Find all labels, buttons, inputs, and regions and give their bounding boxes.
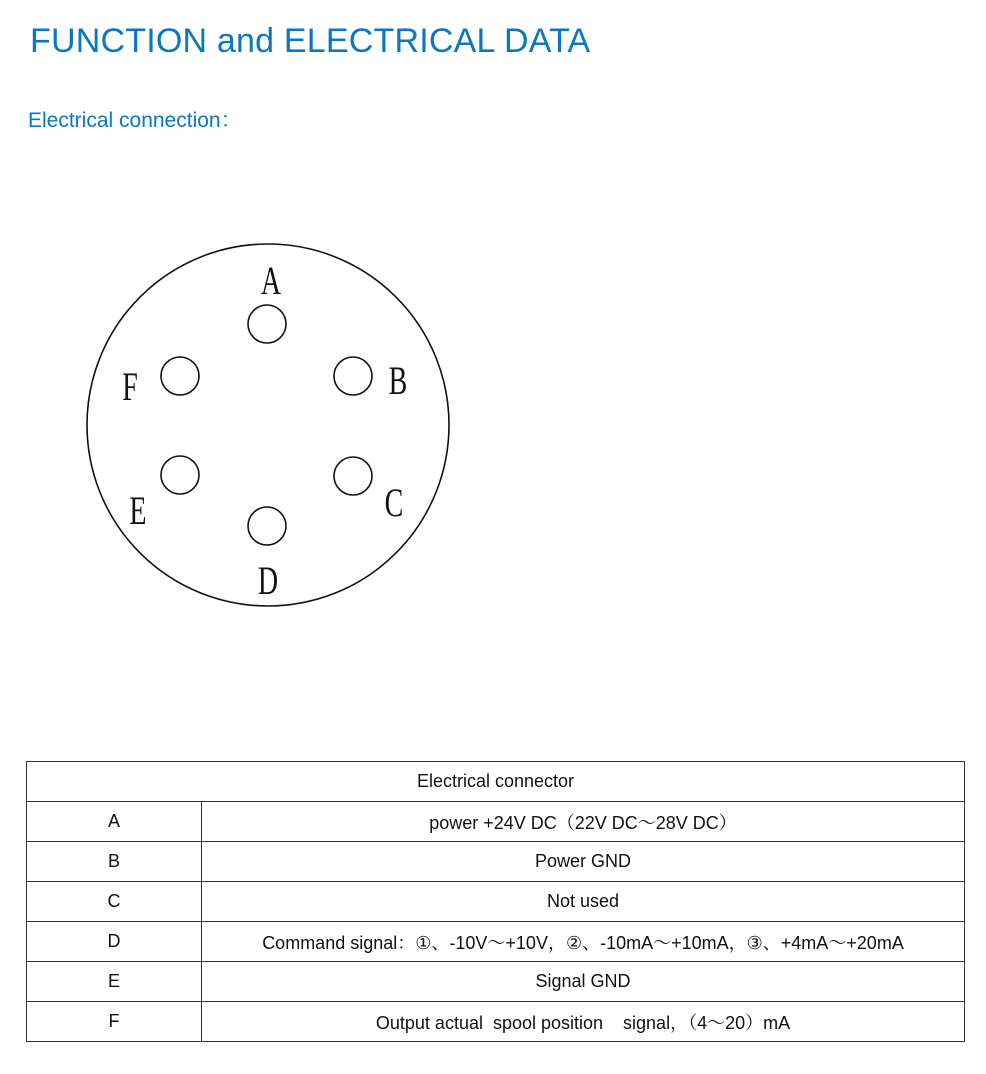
description-cell: Power GND [202,842,965,882]
connector-pin-diagram [80,236,460,616]
pin-cell: F [27,1002,202,1042]
pin-c-socket [334,457,372,495]
section-heading: Electrical connection： [28,109,242,132]
description-cell: Signal GND [202,962,965,1002]
electrical-connector-table [26,761,965,1042]
pin-b-label: B [388,359,408,404]
pin-f-label: F [122,365,138,410]
description-cell: Not used [202,882,965,922]
pin-e-socket [161,456,199,494]
table-header-row [27,762,965,802]
pin-d-socket [248,507,286,545]
description-cell: power +24V DC（22V DC～28V DC） [202,802,965,842]
pin-b-socket [334,357,372,395]
pin-e-label: E [129,489,147,534]
table-header-cell: Electrical connector [27,762,965,802]
table-row [27,962,965,1002]
pin-cell: E [27,962,202,1002]
table-row [27,1002,965,1042]
table-row [27,802,965,842]
pin-d-label: D [257,559,279,604]
pin-cell: A [27,802,202,842]
description-cell: Output actual spool position signal，（4～20）mA [202,1002,965,1042]
pin-cell: C [27,882,202,922]
pin-a-label: A [260,259,282,304]
pin-c-label: C [384,481,404,526]
pin-a-socket [248,305,286,343]
pin-f-socket [161,357,199,395]
table-row [27,842,965,882]
page-title: FUNCTION and ELECTRICAL DATA [30,22,591,60]
description-cell: Command signal：①、-10V～+10V，②、-10mA～+10mA，③、+4mA～+20mA [202,922,965,962]
pin-cell: B [27,842,202,882]
table-row [27,922,965,962]
pin-cell: D [27,922,202,962]
table-row [27,882,965,922]
